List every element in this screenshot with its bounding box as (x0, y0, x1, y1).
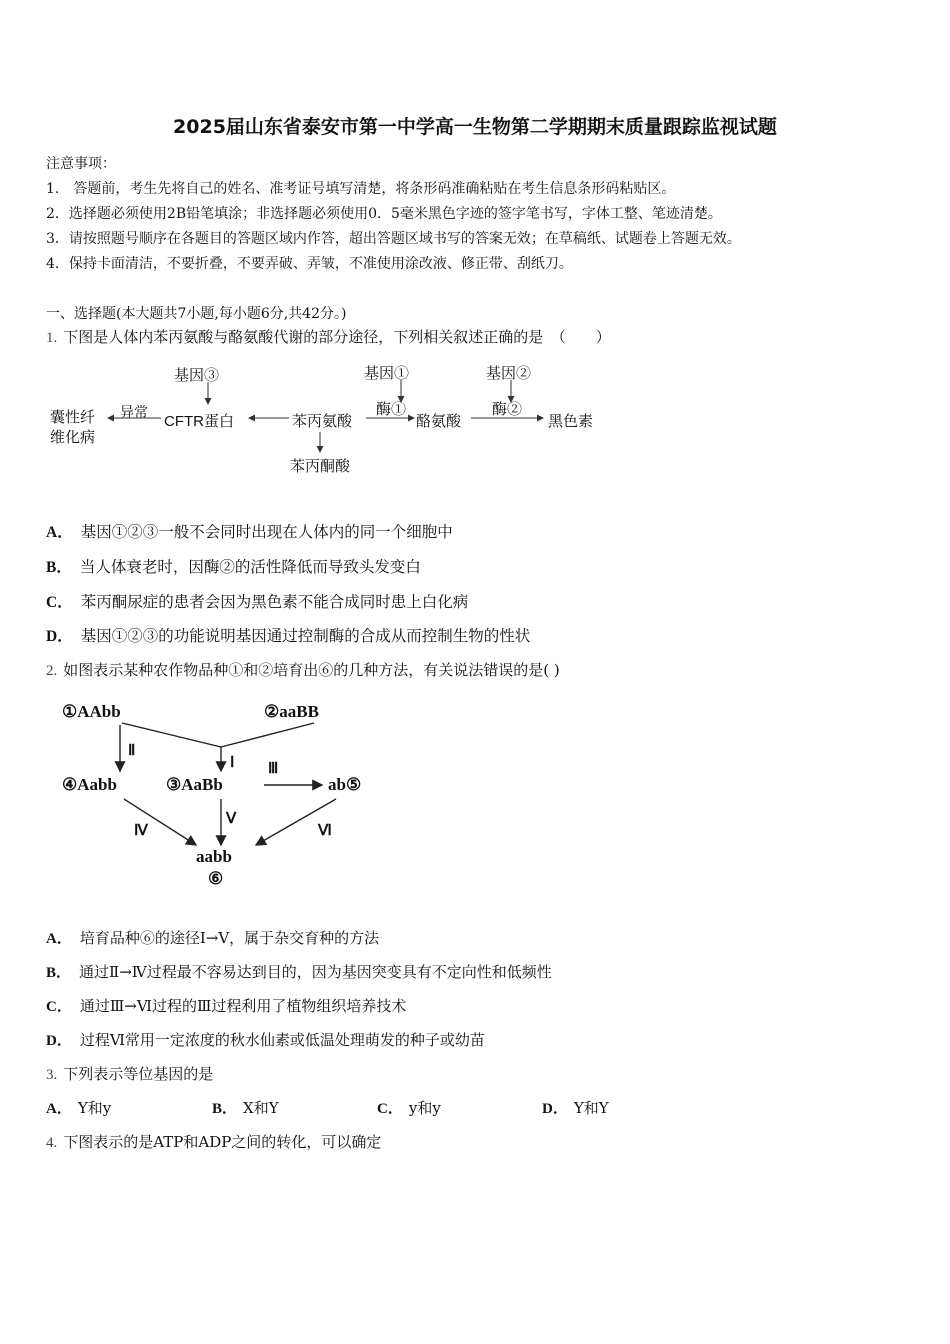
variety-4-label: ④Aabb (62, 775, 117, 794)
q1-option-b[interactable]: B． 当人体衰老时，因酶②的活性降低而导致头发变白 (46, 558, 421, 576)
gene-3-label: 基因③ (174, 366, 220, 384)
note-item-2: 2．选择题必须使用2B铅笔填涂；非选择题必须使用0．5毫米黑色字迹的签字笔书写，字体工整、笔迹清楚。 (46, 206, 722, 222)
q1-option-a[interactable]: A． 基因①②③一般不会同时出现在人体内的同一个细胞中 (46, 523, 453, 541)
variety-1-label: ①AAbb (62, 702, 121, 721)
abnormal-label: 异常 (120, 405, 148, 421)
note-item-3: 3．请按照题号顺序在各题目的答题区域内作答，超出答题区域书写的答案无效；在草稿纸、试题卷上答题无效。 (46, 231, 741, 247)
q1-option-d[interactable]: D． 基因①②③的功能说明基因通过控制酶的合成从而控制生物的性状 (46, 627, 531, 645)
question-number: 4. (46, 1135, 58, 1151)
variety-2-label: ②aaBB (264, 702, 319, 721)
phenylalanine-label: 苯丙氨酸 (292, 412, 353, 430)
q2-option-b[interactable]: B． 通过Ⅱ→Ⅳ过程最不容易达到目的，因为基因突变具有不定向性和低频性 (46, 963, 552, 981)
question-number: 1. (46, 330, 58, 346)
enzyme-1-label: 酶① (376, 400, 407, 418)
page-title: 2025届山东省泰安市第一中学高一生物第二学期期末质量跟踪监视试题 (173, 116, 777, 138)
question-stem: 下列表示等位基因的是 (63, 1065, 214, 1083)
disease-label-line2: 维化病 (50, 428, 96, 446)
route-4-label: Ⅳ (134, 823, 148, 839)
note-item-1: 1. 答题前，考生先将自己的姓名、准考证号填写清楚，将条形码准确粘贴在考生信息条形码粘贴区。 (46, 181, 676, 197)
question-stem: 下图表示的是ATP和ADP之间的转化，可以确定 (63, 1133, 382, 1151)
question-3 (46, 1063, 213, 1084)
route-1-label: Ⅰ (230, 755, 235, 771)
q3-option-b[interactable]: B． X和Y (212, 1099, 279, 1117)
note-item-4: 4．保持卡面清洁，不要折叠，不要弄破、弄皱，不准使用涂改液、修正带、刮纸刀。 (46, 256, 573, 272)
question-1 (46, 326, 611, 347)
question-4 (46, 1131, 381, 1152)
gene-2-label: 基因② (486, 364, 532, 382)
enzyme-2-label: 酶② (492, 400, 523, 418)
question-stem: 下图是人体内苯丙氨酸与酪氨酸代谢的部分途径，下列相关叙述正确的是 （ ） (63, 328, 611, 346)
variety-6-number: ⑥ (208, 869, 224, 888)
variety-5-label: ab⑤ (328, 775, 362, 794)
q1-option-c[interactable]: C． 苯丙酮尿症的患者会因为黑色素不能合成同时患上白化病 (46, 593, 469, 611)
question-number: 2. (46, 663, 58, 679)
disease-label-line1: 囊性纤 (50, 408, 96, 426)
variety-3-label: ③AaBb (166, 775, 223, 794)
question-2 (46, 659, 560, 680)
route-6-label: Ⅵ (318, 823, 332, 839)
variety-6-genotype: aabb (196, 847, 232, 866)
route-3-label: Ⅲ (268, 761, 279, 777)
route-2-label: Ⅱ (128, 743, 136, 759)
cftr-protein-label: CFTR蛋白 (164, 413, 234, 430)
q3-option-d[interactable]: D． Y和Y (542, 1099, 609, 1117)
phenylpyruvate-label: 苯丙酮酸 (290, 457, 351, 475)
breeding-diagram (46, 695, 406, 895)
q2-option-a[interactable]: A． 培育品种⑥的途径Ⅰ→Ⅴ，属于杂交育种的方法 (46, 929, 380, 947)
tyrosine-label: 酪氨酸 (416, 412, 462, 430)
melanin-label: 黑色素 (548, 412, 594, 430)
question-number: 3. (46, 1067, 58, 1083)
q2-option-c[interactable]: C． 通过Ⅲ→Ⅵ过程的Ⅲ过程利用了植物组织培养技术 (46, 997, 407, 1015)
metabolism-diagram (46, 352, 606, 482)
q3-option-a[interactable]: A． Y和y (46, 1099, 112, 1117)
route-5-label: Ⅴ (226, 811, 237, 827)
notes-heading: 注意事项： (46, 156, 116, 172)
gene-1-label: 基因① (364, 364, 410, 382)
q3-option-c[interactable]: C． y和y (377, 1099, 441, 1117)
section-heading: 一、选择题(本大题共7小题,每小题6分,共42分。) (46, 306, 347, 322)
q2-option-d[interactable]: D． 过程Ⅵ常用一定浓度的秋水仙素或低温处理萌发的种子或幼苗 (46, 1031, 485, 1049)
question-stem: 如图表示某种农作物品种①和②培育出⑥的几种方法，有关说法错误的是( ) (63, 661, 560, 679)
